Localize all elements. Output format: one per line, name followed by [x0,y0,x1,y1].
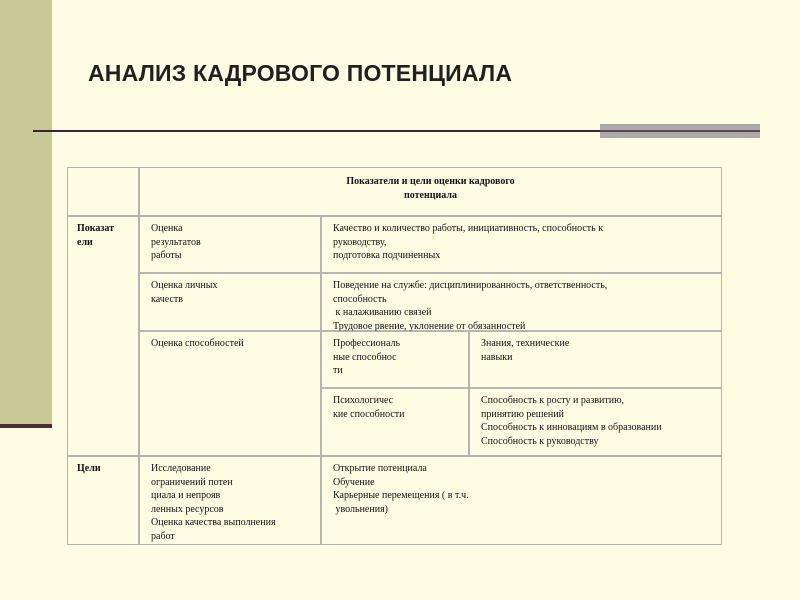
personal-qualities-value: Поведение на службе: дисциплинированность, ответственность, способность к налаживанию связей Трудовое рвение, уклонение от обязанностей [321,273,722,331]
psychological-abilities-value: Способность к росту и развитию, принятию решений Способность к инновациям в образовании Способность к руководству [469,388,722,456]
row-label-indicators: Показат ели [67,216,139,456]
goals-outcomes-text: Открытие потенциала Обучение Карьерные перемещения ( в т.ч. увольнения) [321,456,722,545]
decorative-side-bar-line [0,424,52,428]
table-header: Показатели и цели оценки кадрового потенциала [139,167,722,216]
decorative-side-bar [0,0,52,426]
goals-research-text: Исследование ограничений потен циала и непрояв ленных ресурсов Оценка качества выполнения работ [139,456,321,545]
professional-abilities-label: Профессиональ ные способнос ти [321,331,469,388]
table-corner-cell [67,167,139,216]
personal-qualities-label: Оценка личных качеств [139,273,321,331]
results-assessment-label: Оценка результатов работы [139,216,321,273]
professional-abilities-value: Знания, технические навыки [469,331,722,388]
psychological-abilities-label: Психологичес кие способности [321,388,469,456]
title-underline-accent [600,124,760,138]
title-underline [33,130,603,132]
abilities-assessment-label: Оценка способностей [139,331,321,456]
row-label-goals: Цели [67,456,139,545]
slide-title: АНАЛИЗ КАДРОВОГО ПОТЕНЦИАЛА [88,60,513,86]
results-assessment-value: Качество и количество работы, инициативность, способность к руководству, подготовка подчиненных [321,216,722,273]
